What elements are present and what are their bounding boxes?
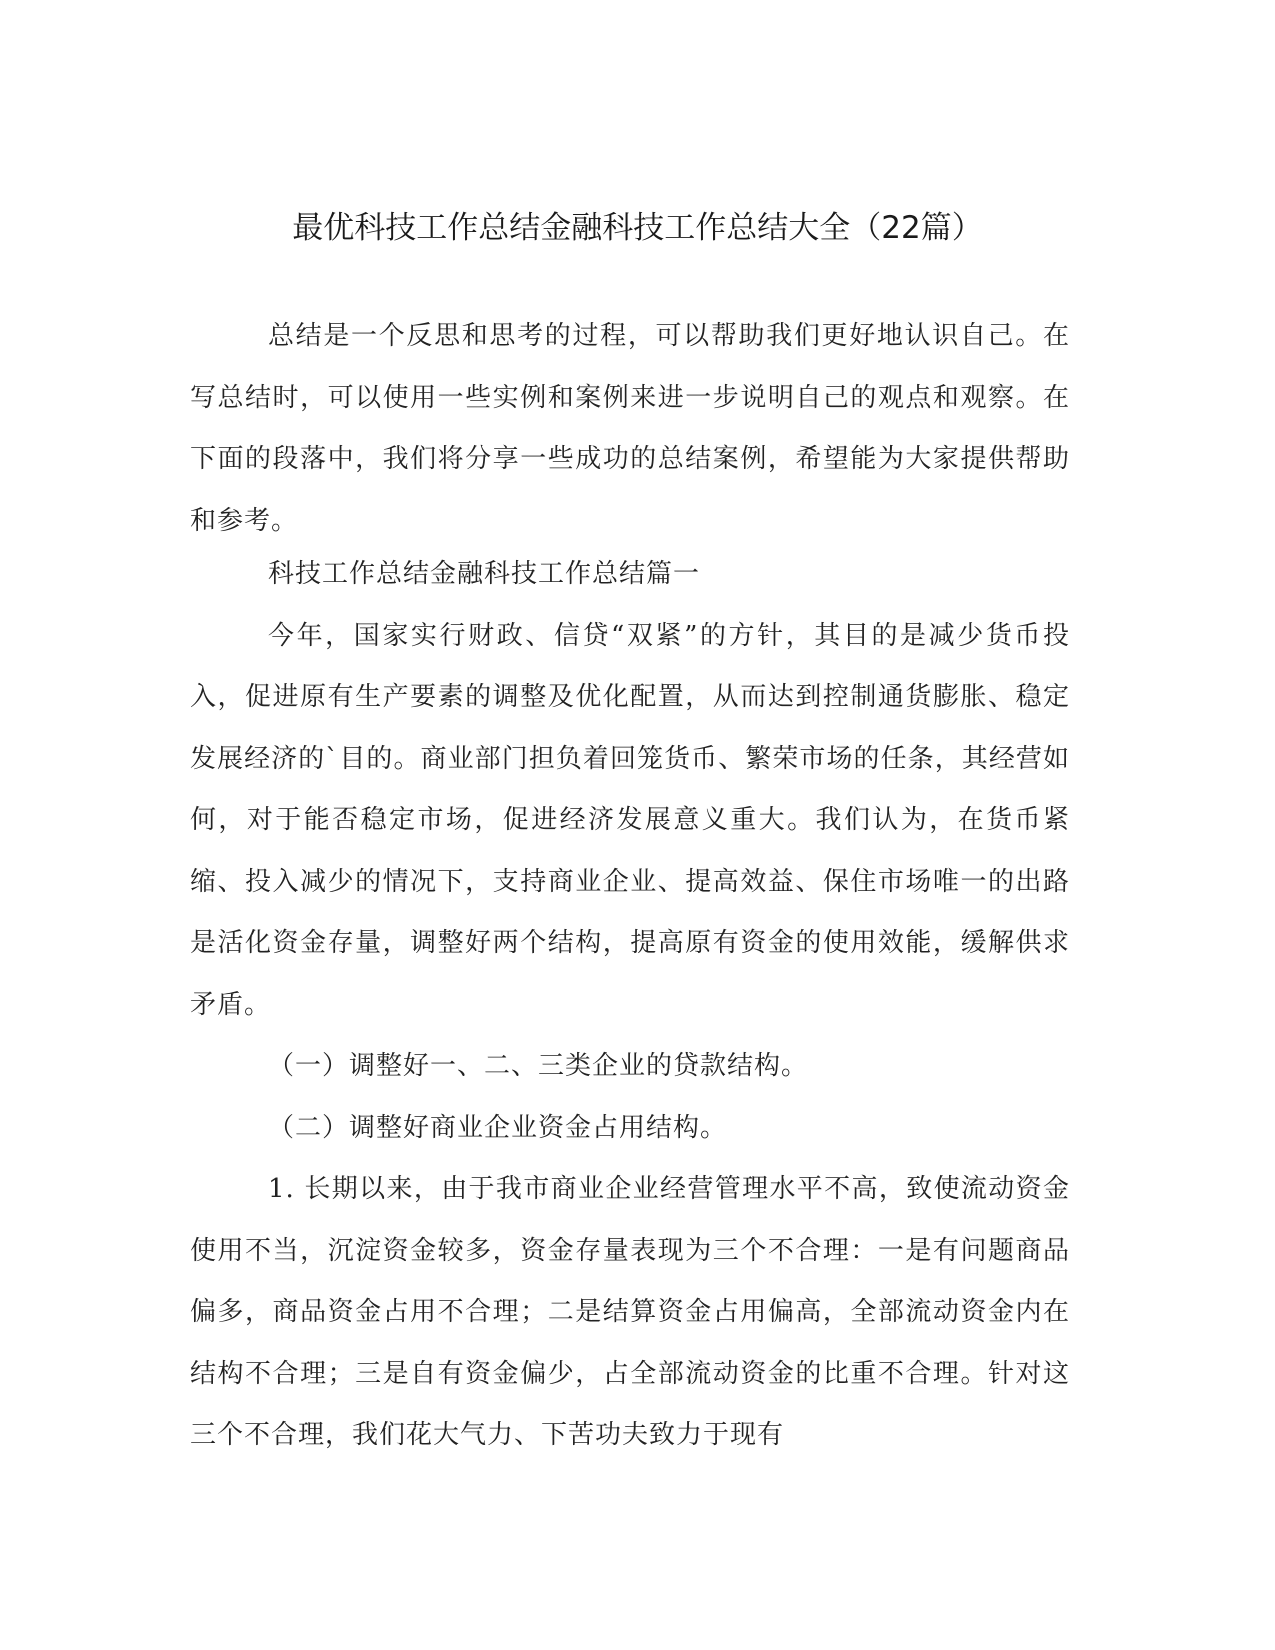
intro-section bbox=[190, 306, 1070, 552]
subheading-two: （二）调整好商业企业资金占用结构。 bbox=[268, 1112, 728, 1143]
article-section bbox=[190, 544, 1070, 1467]
intro-paragraph: 总结是一个反思和思考的过程，可以帮助我们更好地认识自己。在写总结时，可以使用一些实例和案例来进一步说明自己的观点和观察。在下面的段落中，我们将分享一些成功的总结案例，希望能为大家提供帮助和参考。 bbox=[190, 321, 1070, 536]
body-paragraph: 今年，国家实行财政、信贷“双紧”的方针，其目的是减少货币投入，促进原有生产要素的调整及优化配置，从而达到控制通货膨胀、稳定发展经济的`目的。商业部门担负着回笼货币、繁荣市场的任条，其经营如何，对于能否稳定市场，促进经济发展意义重大。我们认为，在货币紧缩、投入减少的情况下，支持商业企业、提高效益、保住市场唯一的出路是活化资金存量，调整好两个结构，提高原有资金的使用效能，缓解供求矛盾。 bbox=[190, 620, 1070, 1020]
subheading-one: （一）调整好一、二、三类企业的贷款结构。 bbox=[268, 1051, 809, 1081]
numbered-paragraph: 1. 长期以来，由于我市商业企业经营管理水平不高，致使流动资金使用不当，沉淀资金较多，资金存量表现为三个不合理：一是有问题商品偏多，商品资金占用不合理；二是结算资金占用偏高，全部流动资金内在结构不合理；三是自有资金偏少，占全部流动资金的比重不合理。针对这三个不合理，我们花大气力、下苦功夫致力于现有 bbox=[190, 1174, 1070, 1450]
section-heading: 科技工作总结金融科技工作总结篇一 bbox=[268, 559, 701, 589]
document-title: 最优科技工作总结金融科技工作总结大全（22篇） bbox=[292, 210, 983, 246]
